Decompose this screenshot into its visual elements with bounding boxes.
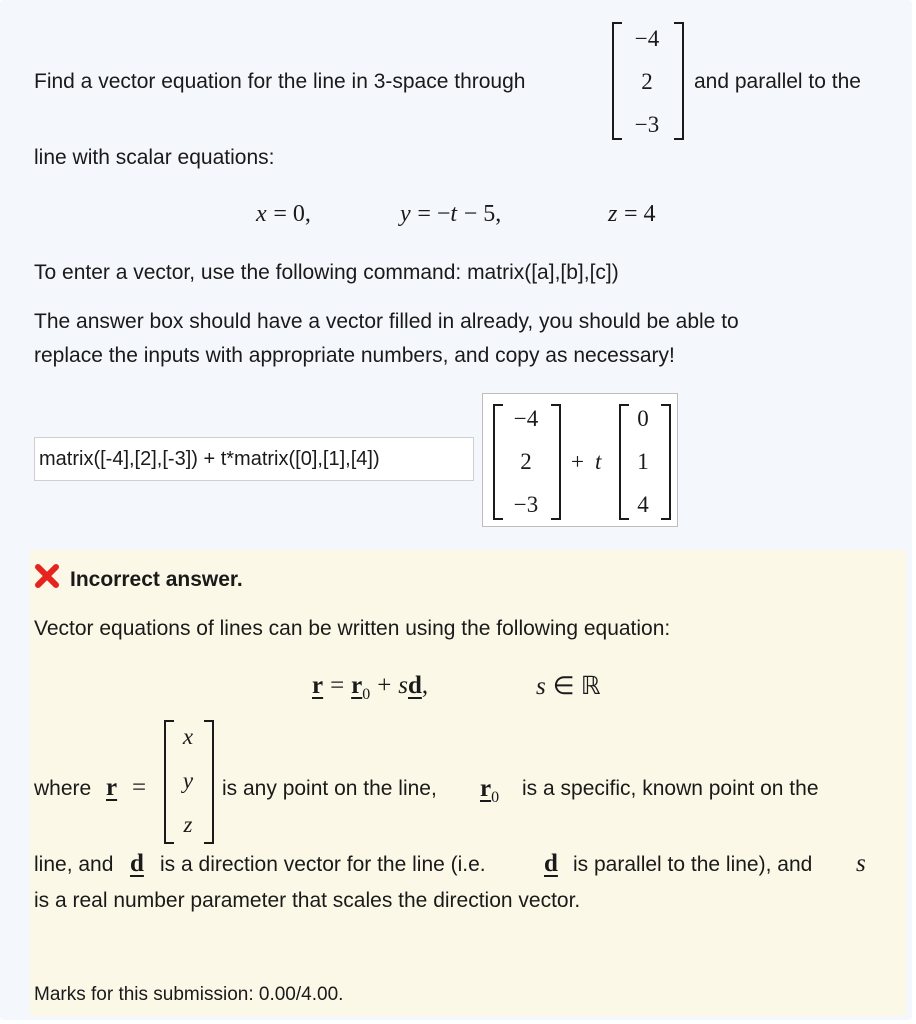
preview-v1-x: −4 <box>513 406 539 431</box>
question-line2: line with scalar equations: <box>34 146 275 169</box>
line3-c: is parallel to the line), and <box>573 853 813 876</box>
eq-y-rhs-1: = − <box>417 201 451 227</box>
eq-r: r <box>312 672 324 699</box>
point-z: −3 <box>634 112 660 137</box>
feedback-line-4: is a real number parameter that scales the direction vector. <box>34 889 581 912</box>
eq-x-rhs: = 0, <box>273 201 311 227</box>
preview-plus: + <box>571 449 584 474</box>
line3-s: s <box>856 850 866 877</box>
xyz-y: y <box>182 768 194 793</box>
feedback-line-1: Vector equations of lines can be written using the following equation: <box>34 617 671 640</box>
preview-v2-x: 0 <box>637 406 649 431</box>
line3-a: line, and <box>34 853 114 876</box>
note-line-1: The answer box should have a vector filled in already, you should be able to <box>34 310 739 333</box>
eq-y-t: t <box>450 201 458 227</box>
eq-in-reals: ∈ ℝ <box>552 673 601 700</box>
marks-text: Marks for this submission: 0.00/4.00. <box>34 984 344 1005</box>
right-bracket <box>674 22 684 140</box>
eq-s2: s <box>536 673 546 700</box>
answer-input[interactable] <box>34 437 474 481</box>
eq-y-rhs-2: − 5, <box>463 201 502 227</box>
where-r0: r <box>480 775 492 802</box>
eq-z-rhs: = 4 <box>624 201 656 227</box>
xyz-right-bracket <box>204 720 214 844</box>
point-y: 2 <box>641 69 653 94</box>
answer-preview <box>482 393 678 527</box>
eq-plus: + <box>377 672 392 699</box>
point-x: −4 <box>634 26 660 51</box>
feedback-status: Incorrect answer. <box>70 568 243 591</box>
left-bracket <box>612 22 622 140</box>
preview-v2-z: 4 <box>637 492 649 517</box>
preview-v2-right-bracket <box>661 404 671 520</box>
eq-equals: = <box>330 672 345 699</box>
preview-v1-right-bracket <box>551 404 561 520</box>
where-sub0: 0 <box>491 789 500 806</box>
eq-y-var: y <box>400 201 411 227</box>
vector-equation <box>312 671 428 704</box>
line3-b: is a direction vector for the line (i.e. <box>160 853 486 876</box>
where-text-1: is any point on the line, <box>222 777 437 800</box>
feedback-panel <box>30 550 906 1016</box>
line3-d2: d <box>544 850 558 877</box>
note-line-2: replace the inputs with appropriate numbers, and copy as necessary! <box>34 344 675 367</box>
eq-r0: r <box>351 672 363 699</box>
preview-v2-y: 1 <box>637 449 649 474</box>
where-text: where <box>34 777 92 800</box>
preview-t: t <box>595 449 602 474</box>
where-r: r <box>106 774 118 801</box>
preview-v1-z: −3 <box>513 492 539 517</box>
where-equals: = <box>132 774 147 801</box>
line3-d: d <box>130 850 144 877</box>
eq-z-var: z <box>608 201 618 227</box>
eq-sub0: 0 <box>362 686 371 703</box>
s-in-reals <box>536 671 601 701</box>
where-text-2: is a specific, known point on the <box>522 777 819 800</box>
preview-v1-y: 2 <box>520 449 532 474</box>
xyz-z: z <box>183 812 193 837</box>
eq-x-var: x <box>256 201 267 227</box>
question-intro: Find a vector equation for the line in 3-space through <box>34 70 526 93</box>
eq-s: s <box>398 672 408 699</box>
instruction-text: To enter a vector, use the following command: matrix([a],[b],[c]) <box>34 261 619 284</box>
eq-d: d <box>407 672 422 699</box>
eq-comma: , <box>421 672 429 699</box>
question-intro-after: and parallel to the <box>694 70 861 93</box>
cross-icon <box>34 563 60 594</box>
xyz-x: x <box>182 724 194 749</box>
